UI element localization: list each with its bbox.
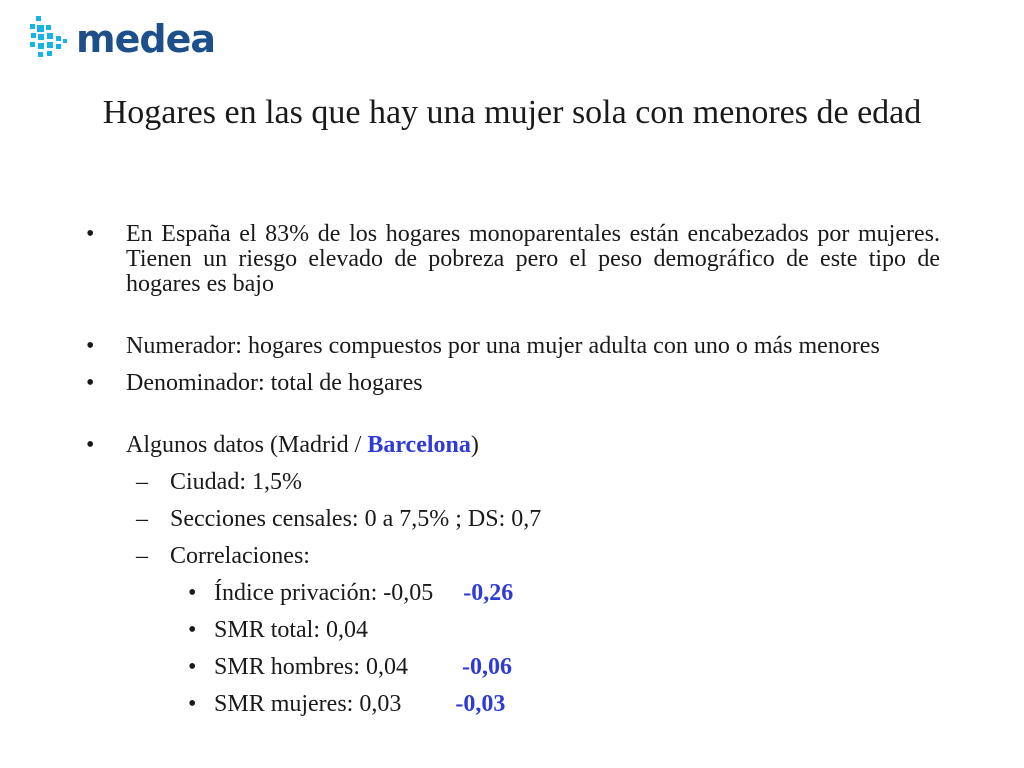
slide-content [84,222,940,717]
correlation-label: SMR total: 0,04 [214,617,369,643]
bullet-text-prefix: Algunos datos (Madrid [126,432,355,458]
sub-item [84,470,940,495]
bullet-marker: • [86,370,95,396]
dash-marker: – [136,543,148,569]
sub-item [84,544,940,569]
bullet-marker: • [188,580,197,606]
bullet-marker: • [86,432,95,458]
dash-marker: – [136,469,148,495]
bullet-text: Numerador: hogares compuestos por una mujer adulta con uno o más menores [126,333,880,359]
bullet-item [84,433,940,458]
sub-item [84,507,940,532]
correlation-barcelona-value: -0,03 [455,691,506,717]
correlation-label: Índice privación: -0,05 [214,580,434,606]
sub-item-text: Secciones censales: 0 a 7,5% ; DS: 0,7 [170,506,542,532]
correlation-barcelona-value: -0,06 [462,654,513,680]
sub-item-text: Ciudad: 1,5% [170,469,302,495]
bullet-item [84,222,940,297]
barcelona-highlight: Barcelona [367,432,471,458]
correlation-label: SMR mujeres: 0,03 [214,691,402,717]
logo-text: medea [76,17,215,61]
correlation-item [84,692,940,717]
bullet-item [84,371,940,396]
sub-item-text: Correlaciones: [170,543,310,569]
bullet-marker: • [188,691,197,717]
slide-title: Hogares en las que hay una mujer sola con menores de edad [102,94,922,131]
correlation-item [84,655,940,680]
correlation-item [84,618,940,643]
bullet-text-slash: / [354,432,362,458]
bullet-text-suffix: ) [470,432,479,458]
correlation-barcelona-value: -0,26 [463,580,514,606]
correlation-item [84,581,940,606]
bullet-marker: • [188,654,197,680]
bullet-item [84,334,940,359]
bullet-text: En España el 83% de los hogares monoparentales están encabezados por mujeres. Tienen un riesgo elevado de pobreza pero el peso demográfico de este tipo de hogares es bajo [126,221,940,297]
bullet-marker: • [86,221,95,247]
bullet-marker: • [188,617,197,643]
bullet-marker: • [86,333,95,359]
bullet-text: Denominador: total de hogares [126,370,423,396]
medea-logo [28,12,215,62]
medea-logo-icon [28,14,74,60]
dash-marker: – [136,506,148,532]
correlation-label: SMR hombres: 0,04 [214,654,409,680]
